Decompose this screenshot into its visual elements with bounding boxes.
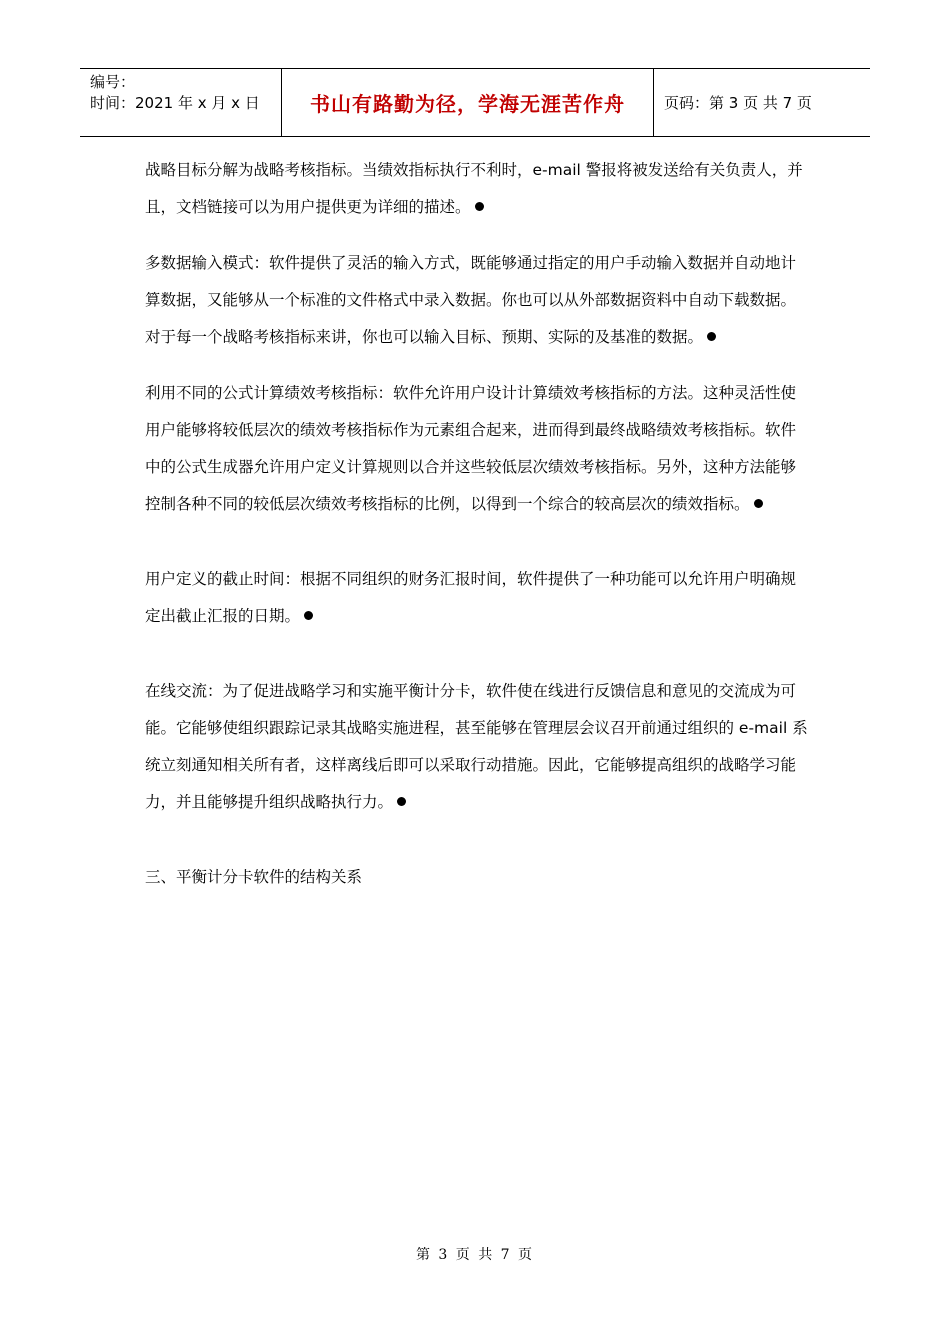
paragraph-text: 用户定义的截止时间：根据不同组织的财务汇报时间，软件提供了一种功能可以允许用户明确规定出截止汇报的日期。 — [145, 570, 797, 625]
body-paragraph — [145, 375, 810, 523]
bullet-icon — [475, 202, 484, 211]
header-page-info: 页码：第 3 页 共 7 页 — [664, 94, 812, 112]
page-footer: 第 3 页 共 7 页 — [415, 1247, 535, 1263]
paragraph-text: 利用不同的公式计算绩效考核指标：软件允许用户设计计算绩效考核指标的方法。这种灵活性使用户能够将较低层次的绩效考核指标作为元素组合起来，进而得到最终战略绩效考核指标。软件中的公式生成器允许用户定义计算规则以合并这些较低层次绩效考核指标。另外，这种方法能够控制各种不同的较低层次绩效考核指标的比例，以得到一个综合的较高层次的绩效指标。 — [145, 384, 797, 513]
body-paragraph — [145, 245, 810, 356]
paragraph-text: 战略目标分解为战略考核指标。当绩效指标执行不利时，e-mail 警报将被发送给有关负责人，并且，文档链接可以为用户提供更为详细的描述。 — [145, 161, 803, 216]
bullet-icon — [754, 499, 763, 508]
header-motto: 书山有路勤为径，学海无涯苦作舟 — [282, 69, 654, 136]
bullet-icon — [304, 611, 313, 620]
document-body — [145, 152, 810, 934]
paragraph-text: 多数据输入模式：软件提供了灵活的输入方式，既能够通过指定的用户手动输入数据并自动地计算数据，又能够从一个标准的文件格式中录入数据。你也可以从外部数据资料中自动下载数据。对于每一个战略考核指标来讲，你也可以输入目标、预期、实际的及基准的数据。 — [145, 254, 797, 346]
body-paragraph — [145, 561, 810, 635]
document-date-label: 时间：2021 年 x 月 x 日 — [90, 94, 260, 112]
bullet-icon — [397, 797, 406, 806]
body-paragraph — [145, 673, 810, 821]
section-heading: 三、平衡计分卡软件的结构关系 — [145, 868, 363, 886]
body-paragraph — [145, 152, 810, 226]
header-meta — [80, 69, 282, 136]
bullet-icon — [707, 332, 716, 341]
document-number-label: 编号： — [90, 73, 136, 91]
paragraph-text: 在线交流：为了促进战略学习和实施平衡计分卡，软件使在线进行反馈信息和意见的交流成为可能。它能够使组织跟踪记录其战略实施进程，甚至能够在管理层会议召开前通过组织的 e-mail 系统立刻通知相关所有者，这样离线后即可以采取行动措施。因此，它能够提高组织的战略学习能力，并且能够提升组织战略执行力。 — [145, 682, 808, 811]
page-header — [80, 68, 870, 137]
